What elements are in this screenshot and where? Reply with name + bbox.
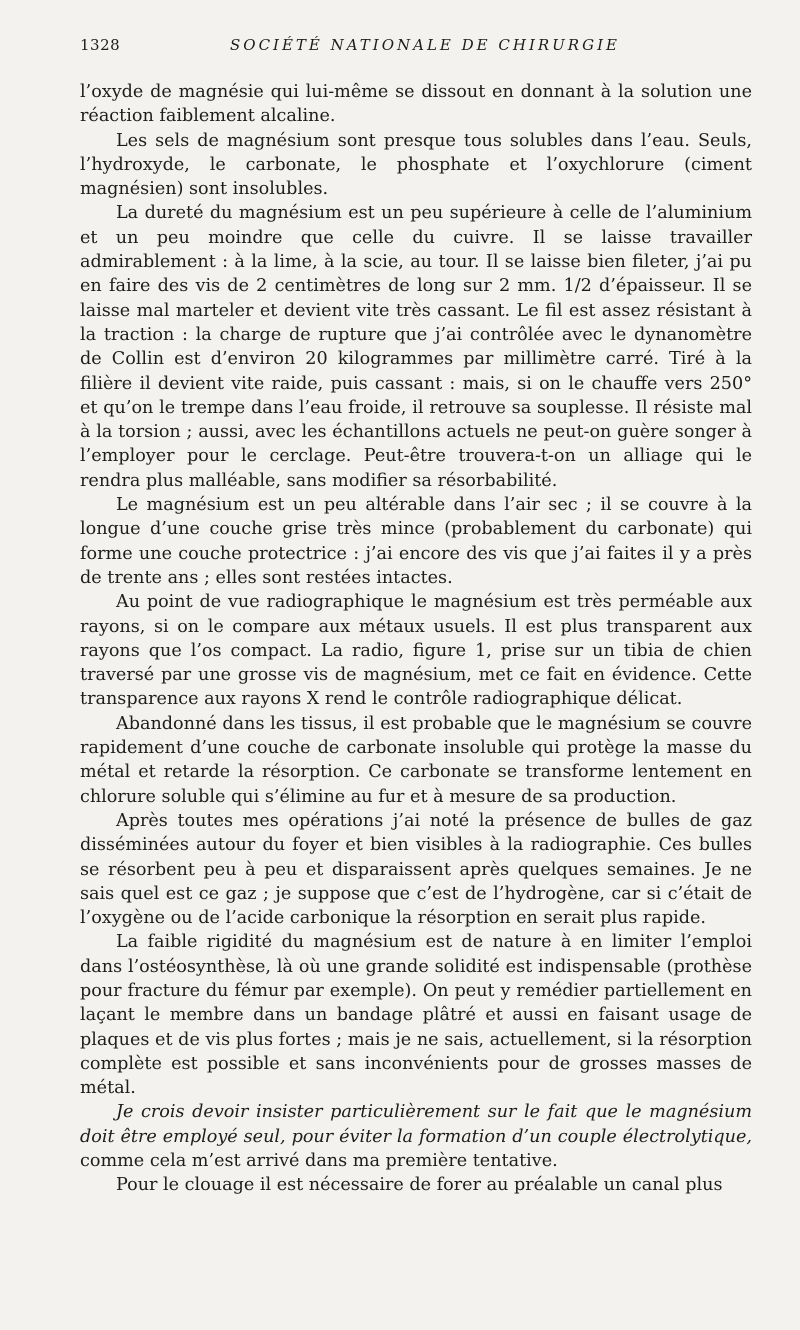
paragraph-7: Après toutes mes opérations j’ai noté la présence de bulles de gaz disséminées autour du foyer et bien visibles à la radiographie. Ces bulles se résorbent peu à peu et disparaissent après quelques semaines. Je ne sais quel est ce gaz ; je suppose que c’est de l’hydrogène, car si c’était de l’oxygène ou de l’acide carbonique la résorption en serait plus rapide.: [80, 810, 752, 929]
paragraph-6: Abandonné dans les tissus, il est probable que le magnésium se couvre rapidement d’une couche de carbonate insoluble qui protège la masse du métal et retarde la résorption. Ce carbonate se transforme lentement en chlorure soluble qui s’élimine au fur et à mesure de sa production.: [80, 713, 752, 807]
paragraph-4: Le magnésium est un peu altérable dans l’air sec ; il se couvre à la longue d’une couche grise très mince (probablement du carbonate) qui forme une couche protectrice : j’ai encore des vis que j’ai faites il y a près de trente ans ; elles sont restées intactes.: [80, 495, 752, 588]
paragraph-3: La dureté du magnésium est un peu supérieure à celle de l’aluminium et un peu moindre que celle du cuivre. Il se laisse travailler admirablement : à la lime, à la scie, au tour. Il se laisse bien fileter, j’ai pu en faire des vis de 2 centimètres de long sur 2 mm. 1/2 d’épaisseur. Il se laisse mal marteler et devient vite très cassant. Le fil est assez résistant à la traction : la charge de rupture que j’ai contrôlée avec le dynanomètre de Collin est d’environ 20 kilogrammes par millimètre carré. Tiré à la filière il devient vite raide, puis cassant : mais, si on le chauffe vers 250° et qu’on le trempe dans l’eau froide, il retrouve sa souplesse. Il résiste mal à la torsion ; aussi, avec les échantillons actuels ne peut-on guère songer à l’employer pour le cerclage. Peut-être trouvera-t-on un alliage qui le rendra plus malléable, sans modifier sa résorbabilité.: [80, 203, 752, 491]
page-number: 1328: [80, 36, 121, 54]
paragraph-5: Au point de vue radiographique le magnésium est très perméable aux rayons, si on le compare aux métaux usuels. Il est plus transparent aux rayons que l’os compact. La radio, figure 1, prise sur un tibia de chien traversé par une grosse vis de magnésium, met ce fait en évidence. Cette transparence aux rayons X rend le contrôle radiographique délicat.: [80, 592, 752, 710]
emphasis-plain-text: comme cela m’est arrivé dans ma première tentative.: [80, 1151, 558, 1172]
page-header: [80, 36, 752, 60]
paragraph-2: Les sels de magnésium sont presque tous solubles dans l’eau. Seuls, l’hydroxyde, le carbonate, le phosphate et l’oxychlorure (ciment magnésien) sont insolubles.: [80, 130, 752, 200]
paragraph-1: l’oxyde de magnésie qui lui-même se dissout en donnant à la solution une réaction faiblement alcaline.: [80, 82, 752, 127]
paragraph-9-emphasis: [80, 1100, 752, 1173]
paragraph-10: Pour le clouage il est nécessaire de forer au préalable un canal plus: [116, 1175, 723, 1196]
body-text: [80, 80, 752, 1198]
paragraph-8: La faible rigidité du magnésium est de nature à en limiter l’emploi dans l’ostéosynthèse, là où une grande solidité est indispensable (prothèse pour fracture du fémur par exemple). On peut y remédier partiellement en laçant le membre dans un bandage plâtré et aussi en faisant usage de plaques et de vis plus fortes ; mais je ne sais, actuellement, si la résorption complète est possible et sans inconvénients pour de grosses masses de métal.: [80, 932, 752, 1099]
running-title: SOCIÉTÉ NATIONALE DE CHIRURGIE: [230, 36, 620, 54]
emphasis-italic-text: Je crois devoir insister particulièrement sur le fait que le magnésium doit être employé seul, pour éviter la formation d’un couple électrolytique,: [80, 1102, 752, 1147]
